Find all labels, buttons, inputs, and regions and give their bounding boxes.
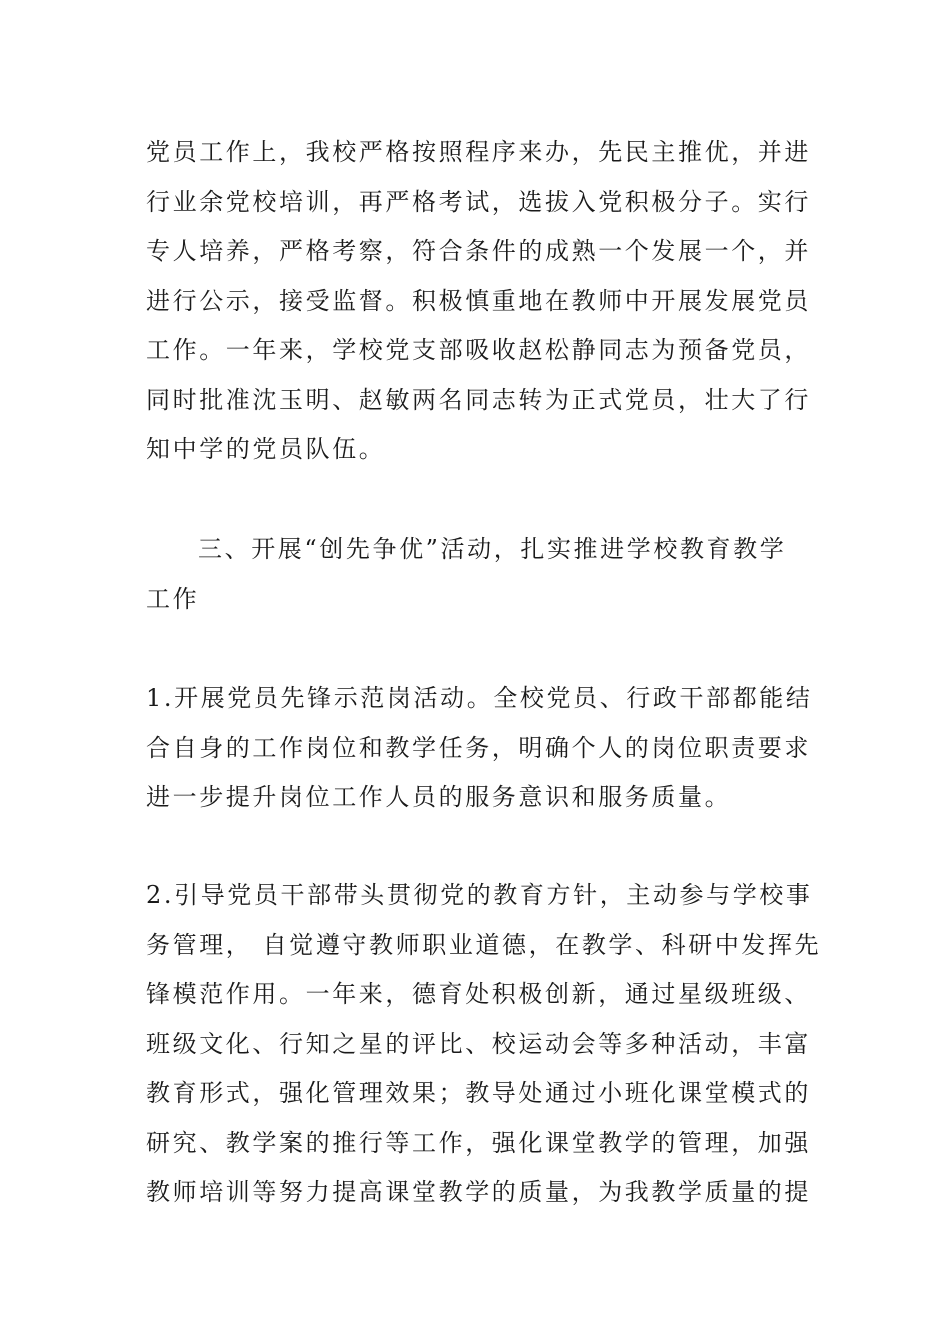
heading-line: 三、开展“创先争优”活动，扎实推进学校教育教学 bbox=[198, 535, 787, 563]
text-line: 工作。一年来，学校党支部吸收赵松静同志为预备党员， bbox=[146, 336, 811, 364]
paragraph-item-2 bbox=[146, 871, 822, 1218]
text-line: 班级文化、行知之星的评比、校运动会等多种活动，丰富 bbox=[146, 1029, 811, 1058]
text-line: 1.开展党员先锋示范岗活动。全校党员、行政干部都能结 bbox=[146, 684, 813, 712]
text-line: 进行公示，接受监督。积极慎重地在教师中开展发展党员 bbox=[146, 286, 811, 315]
text-line: 研究、教学案的推行等工作，强化课堂教学的管理，加强 bbox=[146, 1128, 811, 1157]
text-line: 同时批准沈玉明、赵敏两名同志转为正式党员，壮大了行 bbox=[146, 385, 811, 414]
text-line: 务管理， 自觉遵守教师职业道德，在教学、科研中发挥先 bbox=[146, 930, 822, 959]
text-line: 锋模范作用。一年来，德育处积极创新，通过星级班级、 bbox=[146, 980, 811, 1008]
paragraph-item-1 bbox=[146, 674, 813, 823]
text-line: 教师培训等努力提高课堂教学的质量，为我教学质量的提 bbox=[146, 1178, 811, 1206]
text-line: 专人培养，严格考察，符合条件的成熟一个发展一个，并 bbox=[146, 237, 811, 265]
text-line: 党员工作上，我校严格按照程序来办，先民主推优，并进 bbox=[146, 138, 811, 166]
text-line: 2.引导党员干部带头贯彻党的教育方针，主动参与学校事 bbox=[146, 881, 813, 909]
text-line: 行业余党校培训，再严格考试，选拔入党积极分子。实行 bbox=[146, 187, 811, 216]
text-line: 教育形式，强化管理效果；教导处通过小班化课堂模式的 bbox=[146, 1079, 811, 1107]
paragraph-party-member-development bbox=[146, 128, 811, 475]
text-line: 知中学的党员队伍。 bbox=[146, 435, 386, 463]
section-heading-three bbox=[146, 525, 808, 624]
text-line: 合自身的工作岗位和教学任务，明确个人的岗位职责要求 bbox=[146, 733, 811, 762]
text-line: 进一步提升岗位工作人员的服务意识和服务质量。 bbox=[146, 783, 732, 811]
heading-line: 工作 bbox=[146, 584, 200, 613]
